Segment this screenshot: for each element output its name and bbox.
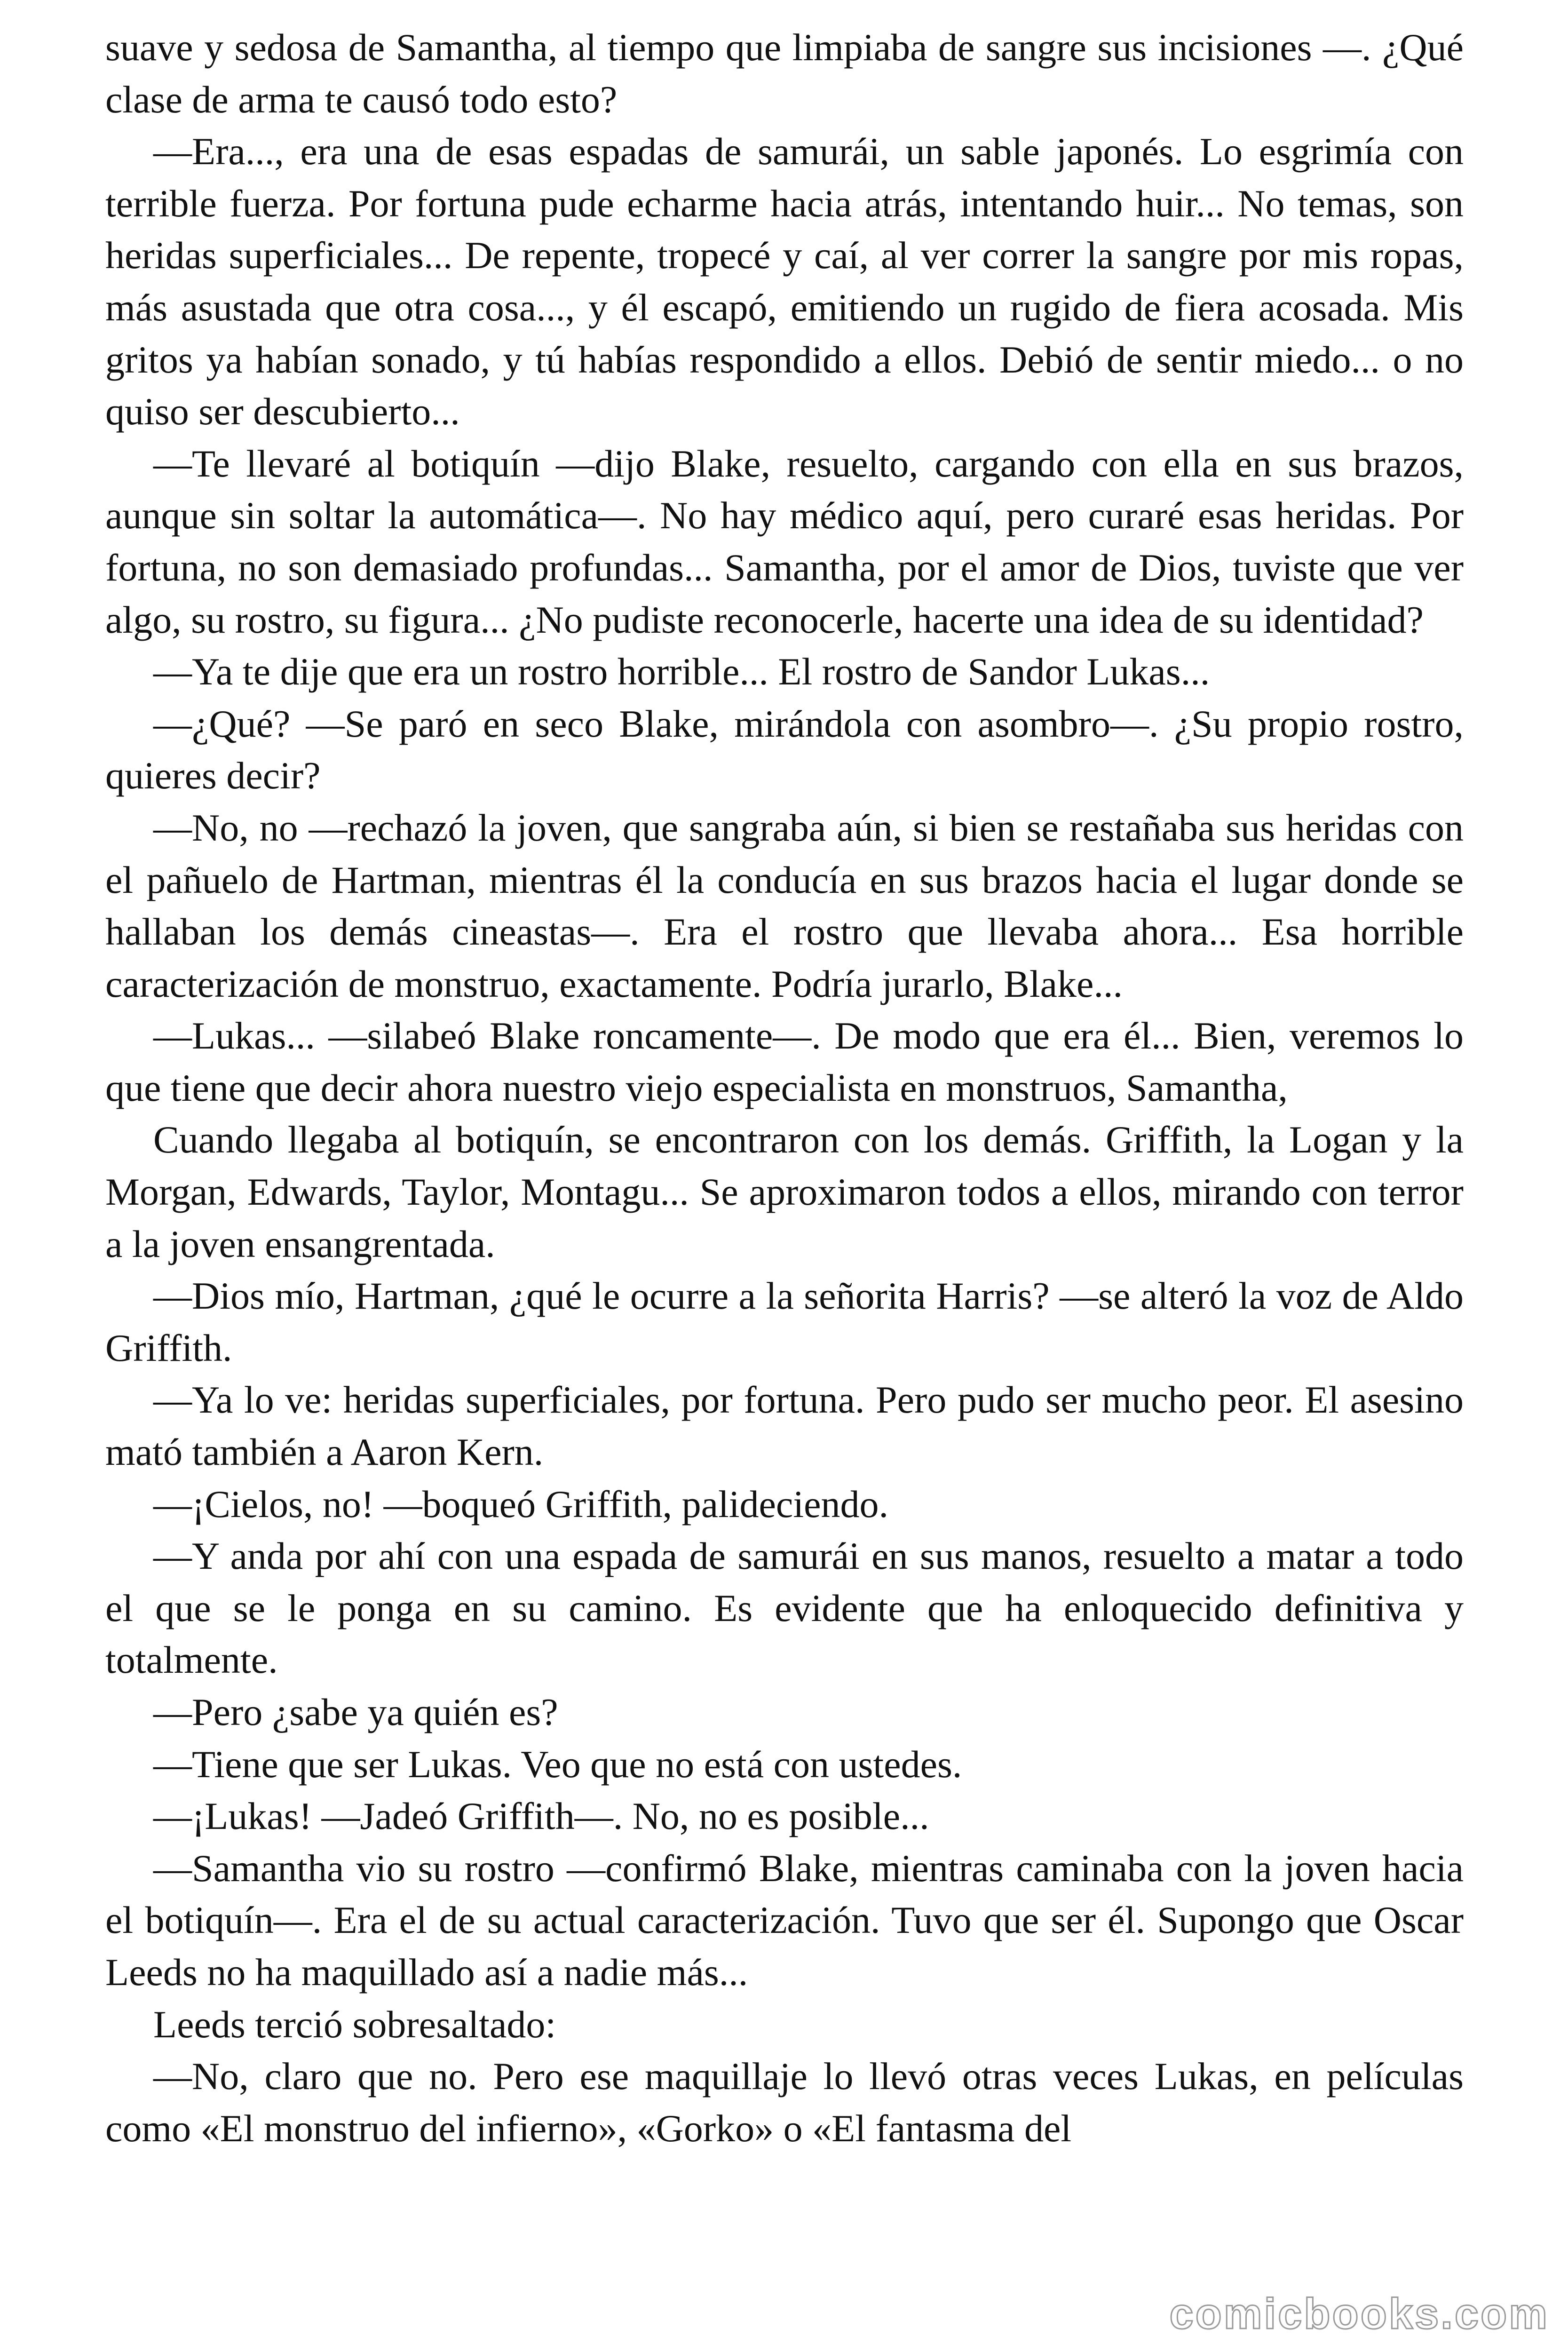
paragraph-2: —Era..., era una de esas espadas de samurái, un sable japonés. Lo esgrimía con terrible fuerza. Por fortuna pude echarme hacia atrás, intentando huir... No temas, son heridas superficiales... De repente, tropecé y caí, al ver correr la sangre por mis ropas, más asustada que otra cosa..., y él escapó, emitiendo un rugido de fiera acosada. Mis gritos ya habían sonado, y tú habías respondido a ellos. Debió de sentir miedo... o no quiso ser descubierto...: [105, 130, 1464, 433]
paragraph-12: —Y anda por ahí con una espada de samurái en sus manos, resuelto a matar a todo el que se le ponga en su camino. Es evidente que ha enloquecido definitiva y totalmente.: [105, 1534, 1464, 1682]
paragraph-5: —¿Qué? —Se paró en seco Blake, mirándola con asombro—. ¿Su propio rostro, quieres decir?: [105, 702, 1464, 797]
paragraph-1: suave y sedosa de Samantha, al tiempo que limpiaba de sangre sus incisiones —. ¿Qué clase de arma te causó todo esto?: [105, 26, 1464, 121]
paragraph-9: —Dios mío, Hartman, ¿qué le ocurre a la señorita Harris? —se alteró la voz de Aldo Griffith.: [105, 1274, 1464, 1369]
paragraph-16: —Samantha vio su rostro —confirmó Blake, mientras caminaba con la joven hacia el botiquín—. Era el de su actual caracterización. Tuvo que ser él. Supongo que Oscar Leeds no ha maquillado así a nadie más...: [105, 1846, 1464, 1994]
paragraph-3: —Te llevaré al botiquín —dijo Blake, resuelto, cargando con ella en sus brazos, aunque sin soltar la automática—. No hay médico aquí, pero curaré esas heridas. Por fortuna, no son demasiado profundas... Samantha, por el amor de Dios, tuviste que ver algo, su rostro, su figura... ¿No pudiste reconocerle, hacerte una idea de su identidad?: [105, 442, 1464, 641]
paragraph-15: —¡Lukas! —Jadeó Griffith—. No, no es posible...: [153, 1795, 929, 1838]
paragraph-7: —Lukas... —silabeó Blake roncamente—. De modo que era él... Bien, veremos lo que tiene que decir ahora nuestro viejo especialista en monstruos, Samantha,: [105, 1014, 1464, 1109]
watermark-logo: comicbooks.com: [1169, 2290, 1549, 2338]
book-page: [105, 22, 1464, 2336]
paragraph-13: —Pero ¿sabe ya quién es?: [153, 1691, 558, 1733]
paragraph-14: —Tiene que ser Lukas. Veo que no está con ustedes.: [153, 1742, 962, 1786]
paragraph-8: Cuando llegaba al botiquín, se encontraron con los demás. Griffith, la Logan y la Morgan, Edwards, Taylor, Montagu... Se aproximaron todos a ellos, mirando con terror a la joven ensangrentada.: [105, 1118, 1464, 1265]
paragraph-18: —No, claro que no. Pero ese maquillaje lo llevó otras veces Lukas, en películas como «El monstruo del infierno», «Gorko» o «El fantasma del: [105, 2055, 1464, 2150]
paragraph-6: —No, no —rechazó la joven, que sangraba aún, si bien se restañaba sus heridas con el pañuelo de Hartman, mientras él la conducía en sus brazos hacia el lugar donde se hallaban los demás cineastas—. Era el rostro que llevaba ahora... Esa horrible caracterización de monstruo, exactamente. Podría jurarlo, Blake...: [105, 806, 1464, 1005]
paragraph-10: —Ya lo ve: heridas superficiales, por fortuna. Pero pudo ser mucho peor. El asesino mató también a Aaron Kern.: [105, 1378, 1464, 1474]
paragraph-4: —Ya te dije que era un rostro horrible... El rostro de Sandor Lukas...: [153, 650, 1210, 693]
paragraph-17: Leeds terció sobresaltado:: [153, 2002, 556, 2046]
paragraph-11: —¡Cielos, no! —boqueó Griffith, palideciendo.: [153, 1482, 889, 1526]
